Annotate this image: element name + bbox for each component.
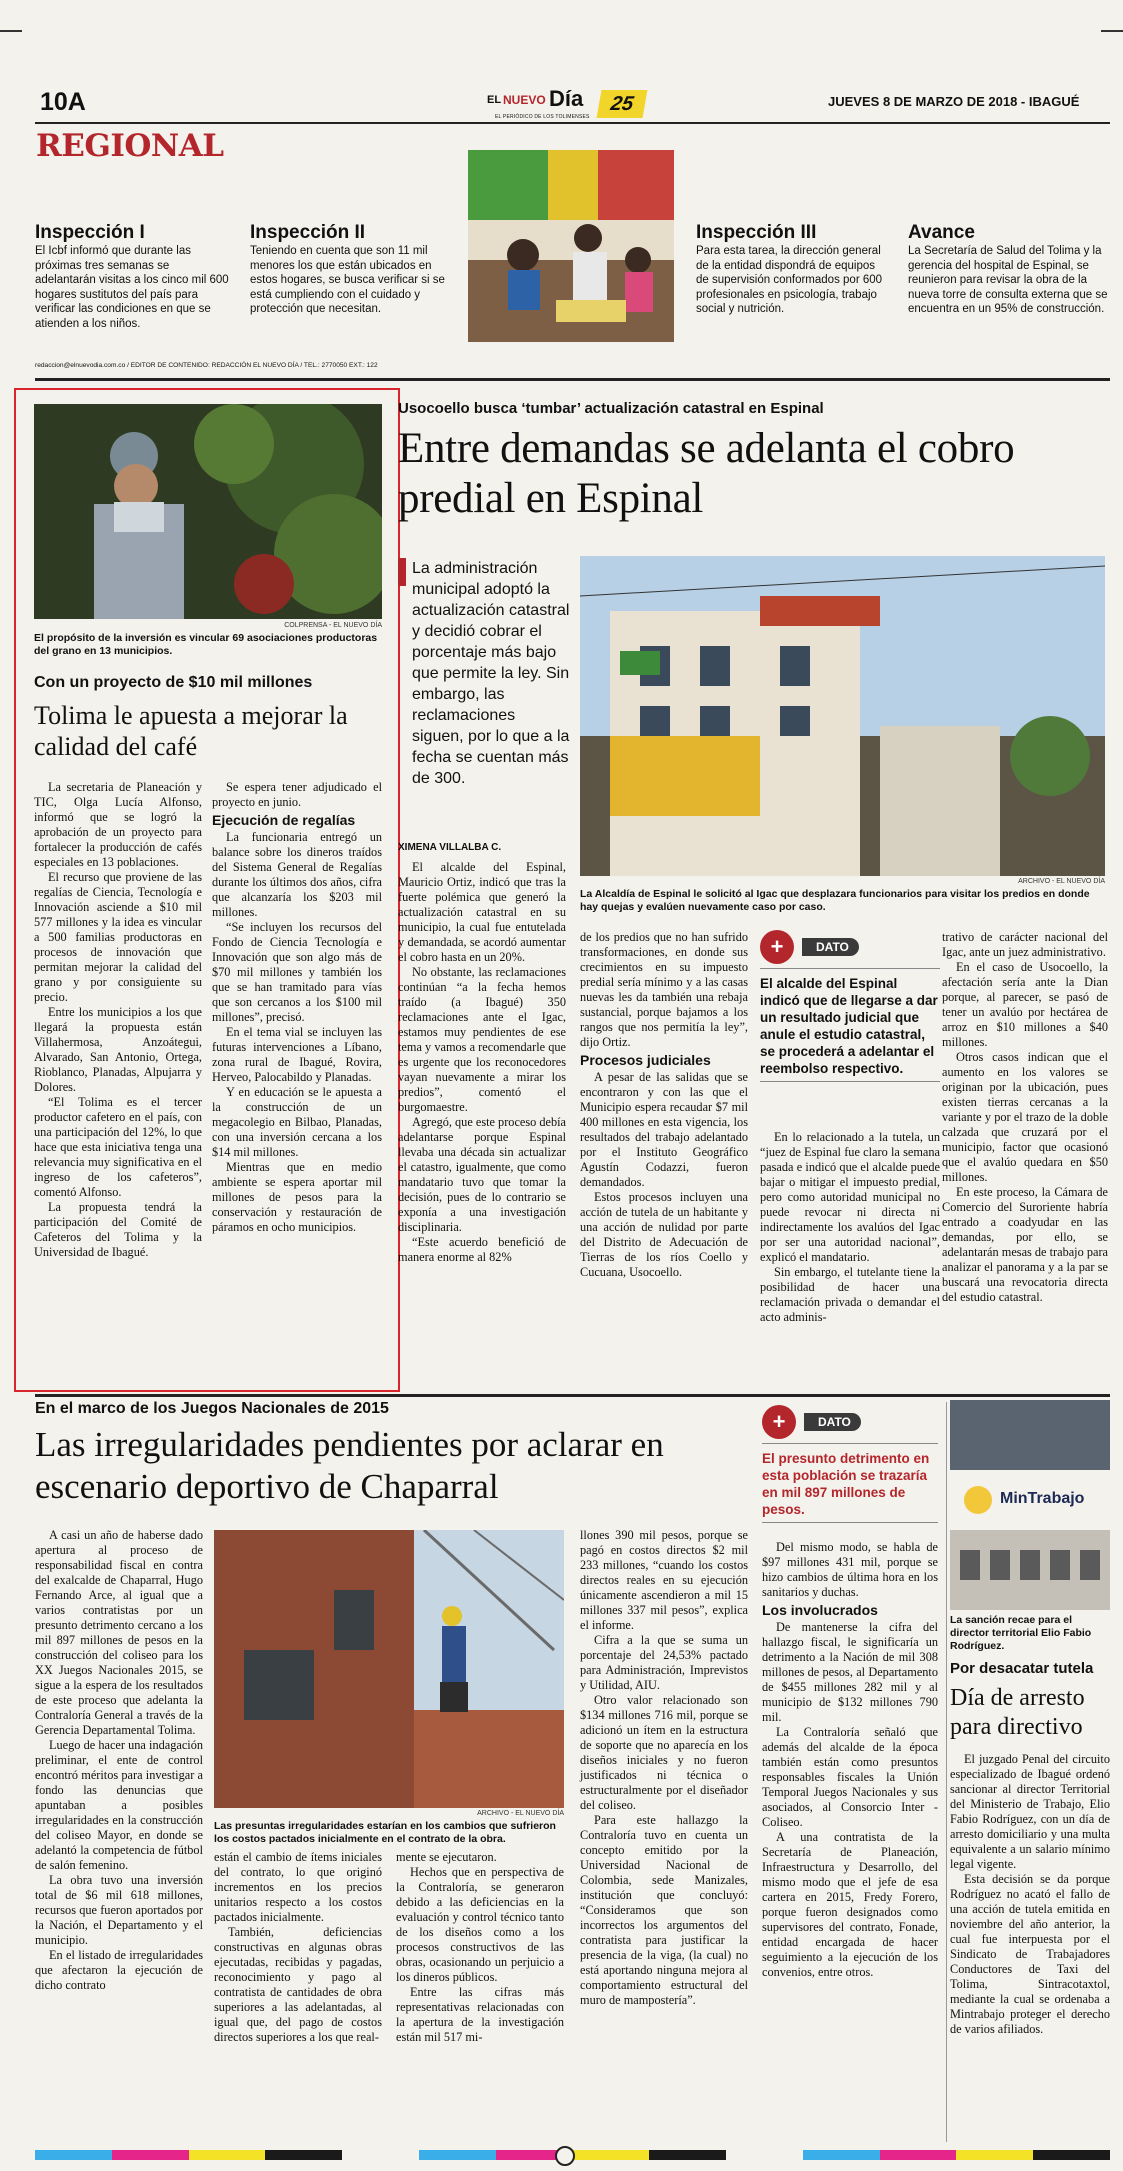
- dato-plus-icon: +: [760, 930, 794, 964]
- briefs-rule: [35, 378, 1110, 381]
- paragraph: Se espera tener adjudicado el proyecto en junio.: [212, 780, 382, 809]
- corner-mark-left: [0, 30, 22, 32]
- chaparral-col-1: [35, 1528, 203, 1993]
- espinal-photo-caption: La Alcaldía de Espinal le solicitó al Igac que desplazara funcionarios para visitar los predios en donde hay quejas y evalúen nuevamente caso por caso.: [580, 888, 1090, 913]
- color-swatch: [880, 2150, 957, 2160]
- paragraph: Mientras que en medio ambiente se espera aportar mil millones de pesos para la conservación y restauración de páramos en ocho municipios.: [212, 1160, 382, 1234]
- mintrabajo-sign: MinTrabajo: [1000, 1490, 1085, 1507]
- paragraph: están el cambio de ítems iniciales del contrato, lo que originó incrementos en los precios unitarios respecto a los costos pactados inicialmente.: [214, 1850, 382, 1924]
- brief-text: La Secretaría de Salud del Tolima y la gerencia del hospital de Espinal, se reunieron para revisar la obra de la nueva torre de consulta externa que se encuentra en un 95% de construcción.: [908, 245, 1108, 315]
- paragraph: La funcionaria entregó un balance sobre los dineros traídos del Sistema General de Regalías durante los últimos dos años, cifra que alcanzaría los $203 mil millones.: [212, 830, 382, 919]
- brief-title: Avance: [908, 222, 975, 243]
- cafe-photo-caption: El propósito de la inversión es vincular 69 asociaciones productoras del grano en 13 municipios.: [34, 632, 378, 657]
- paragraph: Hechos que en perspectiva de la Contraloría, se generaron debido a las deficiencias en la evaluación y control técnico tanto de los diseños como a los procesos constructivos de las obras, ocasionando un perjuicio a los dineros públicos.: [396, 1865, 564, 1984]
- dato-header: [760, 930, 940, 969]
- logo-tagline: EL PERIÓDICO DE LOS TOLIMENSES: [495, 114, 590, 120]
- espinal-photo-credit: ARCHIVO - EL NUEVO DÍA: [1018, 878, 1105, 885]
- paragraph: Y en educación se le apuesta a la construcción de un megacolegio en Bilbao, Planadas, con una inversión cercana a los $14 mil millones.: [212, 1085, 382, 1159]
- page-date: [828, 94, 1079, 109]
- paragraph: En el listado de irregularidades que afectaron la ejecución de dicho contrato: [35, 1948, 203, 1992]
- paragraph: El recurso que proviene de las regalías de Ciencia, Tecnología e Innovación asciende a $10 mil 577 millones y la idea es vincular a 500 familias productoras en procesos de innovación que permitan mejorar la calidad del grano y por consiguiente su precio.: [34, 870, 202, 1004]
- coliseum-photo-credit: ARCHIVO - EL NUEVO DÍA: [477, 1810, 564, 1817]
- espinal-building-photo: [580, 556, 1105, 876]
- paragraph: Sin embargo, el tutelante tiene la posibilidad de hacer una reclamación privada o demandar el acto adminis-: [760, 1265, 940, 1324]
- chaparral-kicker: En el marco de los Juegos Nacionales de 2015: [35, 1400, 389, 1417]
- paragraph: En lo relacionado a la tutela, un “juez de Espinal fue claro la semana pasada e indicó que el alcalde puede bajar o mitigar el impuesto predial, pero como autoridad municipal no puede revocar ni directa ni indirectamente los avalúos del Igac por ser una autoridad nacional”, explicó el mandatario.: [760, 1130, 940, 1264]
- color-swatch: [35, 2150, 112, 2160]
- dato-label: DATO: [804, 1413, 861, 1431]
- chaparral-col-3: [396, 1850, 564, 2045]
- chaparral-col-5: [762, 1540, 938, 1980]
- espinal-byline: XIMENA VILLALBA C.: [398, 842, 502, 853]
- header-rule: [35, 122, 1110, 124]
- paragraph: El juzgado Penal del circuito especializado de Ibagué ordenó sancionar al director Territorial del Ministerio de Trabajo, Elio Fabio Rodríguez, con un día de arresto domiciliario y una multa equivalente a un salario mínimo legal vigente.: [950, 1752, 1110, 1871]
- registration-mark-icon: [555, 2146, 575, 2166]
- mid-rule: [35, 1394, 1110, 1397]
- dato-plus-icon: +: [762, 1405, 796, 1439]
- column-divider: [946, 1402, 947, 2142]
- espinal-lead-marker: [398, 558, 406, 586]
- paragraph: Del mismo modo, se habla de $97 millones 431 mil, porque se hizo cambios de última hora en los sanitarios y duchas.: [762, 1540, 938, 1599]
- paragraph: mente se ejecutaron.: [396, 1850, 497, 1864]
- espinal-lead: La administración municipal adoptó la actualización catastral y decidió cobrar el porcentaje más bajo que permite la ley. Sin embargo, las reclamaciones siguen, por lo que a la fecha se cuentan más de 300.: [412, 560, 570, 787]
- paragraph: Estos procesos incluyen una acción de tutela de un habitante y una acción de nulidad por parte del Distrito de Adecuación de Tierras de los ríos Coello y Cucuana, Usocoello.: [580, 1190, 748, 1279]
- color-swatch: [956, 2150, 1033, 2160]
- page-number: 10A: [40, 88, 86, 116]
- color-swatch: [726, 2150, 803, 2160]
- paragraph: La Contraloría señaló que además del alcalde de la época también están como presuntos responsables fiscales la Unión Temporal Juegos Nacionales y sus asociados, al Consorcio Inter - Coliseo.: [762, 1725, 938, 1829]
- brief-3: [696, 222, 886, 317]
- mintrabajo-kicker: Por desacatar tutela: [950, 1660, 1094, 1677]
- paragraph: “Este acuerdo benefició de manera enorme al 82%: [398, 1235, 566, 1264]
- children-photo: [468, 150, 674, 342]
- cafe-kicker: Con un proyecto de $10 mil millones: [34, 674, 313, 691]
- paragraph: Esta decisión se da porque Rodríguez no acató el fallo de una acción de tutela emitida en noviembre del año anterior, la cual fue interpuesta por el Sindicato de Trabajadores Conductores de Taxi del Tolima, Sintracotaxtol, mediante la cual se ordenaba a Mintrabajo proteger el derecho de varios afiliados.: [950, 1872, 1110, 2036]
- paragraph: Otro valor relacionado son $134 millones 716 mil, porque se adicionó un ítem en la estructura de soporte que no aparecía en los diseños iniciales y no fueron justificados ni técnica o estructuralmente por el diseñador del coliseo.: [580, 1693, 748, 1812]
- cafe-col-1: [34, 780, 202, 1260]
- espinal-building-image: [580, 556, 1105, 876]
- color-swatch: [189, 2150, 266, 2160]
- espinal-col-1: [398, 860, 566, 1265]
- color-swatch: [649, 2150, 726, 2160]
- logo-mid: NUEVO: [503, 93, 546, 107]
- color-swatch: [112, 2150, 189, 2160]
- brief-title: Inspección II: [250, 222, 366, 243]
- mintrabajo-caption: La sanción recae para el director territorial Elio Fabio Rodríguez.: [950, 1614, 1092, 1652]
- espinal-kicker: Usocoello busca ‘tumbar’ actualización catastral en Espinal: [398, 400, 824, 417]
- color-swatch: [803, 2150, 880, 2160]
- logo-suffix: Día: [549, 86, 584, 111]
- paragraph: A pesar de las salidas que se encontraron y con las que el Municipio espera recaudar $7 mil 400 millones en esta vigencia, los resultados del trabajo adelantado por el Instituto Geográfico Agustín Codazzi, fueron demandados.: [580, 1070, 748, 1189]
- paragraph: Otros casos indican que el aumento en los valores se originan por la ubicación, pues existen tierras cercanas a la variante y por el trazo de la doble calzada que cruzará por el municipio, factor que ocasionó que el avalúo quedara en $50 millones.: [942, 1050, 1108, 1184]
- paragraph: A casi un año de haberse dado apertura al proceso de responsabilidad fiscal en contra del exalcalde de Chaparral, Hugo Fernando Arce, al igual que a varios contratistas por un presunto detrimento cercano a los mil 897 millones de pesos en la construcción del coliseo para los XX Juegos Nacionales 2015, se sigue a la espera de los resultados de este proceso que adelanta la Contraloría General a través de la Gerencia Departamental Tolima.: [35, 1528, 203, 1737]
- editorial-credits: redaccion@elnuevodia.com.co / EDITOR DE CONTENIDO: REDACCIÓN EL NUEVO DÍA / TEL.: 2770050 EXT.: 122: [35, 362, 378, 369]
- coliseum-image: [214, 1530, 564, 1808]
- chaparral-col-2: [214, 1850, 382, 2045]
- brief-text: Teniendo en cuenta que son 11 mil menores los que están ubicados en estos hogares, se busca verificar si se está cumpliendo con el cuidado y protección que necesitan.: [250, 245, 445, 315]
- subheading: Procesos judiciales: [580, 1052, 711, 1068]
- paragraph: En el tema vial se incluyen las futuras intervenciones a Líbano, zona rural de Ibagué, Rovira, Herveo, Palocabildo y Planadas.: [212, 1025, 382, 1084]
- mintrabajo-col: [950, 1752, 1110, 2037]
- espinal-dato-box: [760, 930, 940, 1082]
- cafe-headline: Tolima le apuesta a mejorar la calidad del café: [34, 701, 348, 761]
- masthead-logo: [487, 86, 652, 124]
- paragraph: Entre las cifras más representativas relacionadas con la apertura de la investigación están mil 517 mi-: [396, 1985, 564, 2044]
- paragraph: La obra tuvo una inversión total de $6 mil 618 millones, recursos que fueron aportados por la Nación, el Departamento y el municipio.: [35, 1873, 203, 1947]
- paragraph: En el caso de Usocoello, la afectación sería ante la Dian porque, al parecer, se pasó de tener un avalúo por hectárea de arroz en $10 millones a $40 millones.: [942, 960, 1108, 1049]
- paragraph: “Se incluyen los recursos del Fondo de Ciencia Tecnología e Innovación que son algo más de $70 mil millones y también los que se han tramitado para vías que son cercanos a los $100 mil millones”, precisó.: [212, 920, 382, 1024]
- paragraph: No obstante, las reclamaciones continúan “a la fecha hemos traído (a Ibagué) 350 reclamaciones ante el Igac, estamos muy pendientes de ese tema y vamos a recomendarle que es urgente que los reconocedores vayan nuevamente a mirar los predios”, comentó el burgomaestre.: [398, 965, 566, 1114]
- paragraph: Luego de hacer una indagación preliminar, el ente de control encontró méritos para investigar a fondo las denuncias que apuntaban a posibles irregularidades en la construcción del coliseo Mayor, en donde se adelantó la competencia de fútbol de salón femenino.: [35, 1738, 203, 1872]
- espinal-headline: Entre demandas se adelanta el cobro predial en Espinal: [398, 425, 1015, 522]
- brief-text: El Icbf informó que durante las próximas tres semanas se adelantarán visitas a los cinco mil 600 hogares sustitutos del país para verificar las condiciones en que se atienden a los niños.: [35, 245, 229, 330]
- coffee-farmer-photo: [34, 404, 382, 619]
- paragraph: Agregó, que este proceso debía adelantarse porque Espinal llevaba una década sin actualizar el catastro, igualmente, que como mandatario tuvo que tomar la decisión, pues de lo contrario se exponía a una investigación disciplinaria.: [398, 1115, 566, 1234]
- paragraph: La propuesta tendrá la participación del Comité de Cafeteros del Tolima y la Universidad de Ibagué.: [34, 1200, 202, 1259]
- brief-title: Inspección III: [696, 222, 817, 243]
- date-rest: 8 DE MARZO DE 2018 - IBAGUÉ: [882, 94, 1080, 109]
- mintrabajo-headline: Día de arresto para directivo: [950, 1685, 1085, 1740]
- paragraph: En este proceso, la Cámara de Comercio del Suroriente habría entrado a coadyudar en las demandas, por ello, se adelantarán mesas de trabajo para analizar el panorama y a la par se buscará una revocatoria directa del estudio catastral.: [942, 1185, 1108, 1304]
- paragraph: El alcalde del Espinal, Mauricio Ortiz, indicó que tras la fuerte polémica que generó la actualización catastral en su municipio, la cual fue entutelada y demandada, se acordó aumentar el cobro hasta en un 20%.: [398, 860, 566, 964]
- color-swatch: [1033, 2150, 1110, 2160]
- paragraph: de los predios que no han sufrido transformaciones, en donde sus crecimientos en su impuesto predial sería mínimo y a las casas nuevas les da también una rebaja sustancial, porque bajamos a los rangos que nos permitía la ley”, dijo Ortiz.: [580, 930, 748, 1049]
- paragraph: De mantenerse la cifra del hallazgo fiscal, le significaría un detrimento a la Nación de mil 308 millones de pesos, al Departamento de $455 millones 282 mil y al municipio de $132 millones 790 mil.: [762, 1620, 938, 1724]
- color-swatch: [265, 2150, 342, 2160]
- brief-4: [908, 222, 1108, 317]
- brief-text: Para esta tarea, la dirección general de la entidad dispondrá de equipos de supervisión conformados por 600 profesionales en psicología, trabajo social y nutrición.: [696, 245, 883, 315]
- espinal-col-4: [942, 930, 1108, 1305]
- dato-text: El alcalde del Espinal indicó que de llegarse a dar un resultado judicial que anule el estudio catastral, se procederá a adelantar el reembolso respectivo.: [760, 976, 938, 1076]
- paragraph: También, deficiencias constructivas en algunas obras ejecutadas, recibidas y pagadas, reconocimiento y pago al contratista de cantidades de obra superiores a las adelantadas, al igual que, del pago de costos directos superiores a los que real-: [214, 1925, 382, 2044]
- paragraph: Cifra a la que se suma un porcentaje del 24,53% pactado para Administración, Imprevistos y Utilidad, AIU.: [580, 1633, 748, 1692]
- dato-text: El presunto detrimento en esta población se trazaría en mil 897 millones de pesos.: [762, 1451, 930, 1517]
- color-swatch: [419, 2150, 496, 2160]
- color-swatch: [342, 2150, 419, 2160]
- coliseum-photo-caption: Las presuntas irregularidades estarían en los cambios que sufrieron los costos pactados inicialmente en el contrato de la obra.: [214, 1820, 556, 1845]
- paragraph: llones 390 mil pesos, porque se pagó en costos directos $2 mil 233 millones, “cuando los costos directos reales en su ejecución únicamente ascendieron a mil 15 millones 337 mil pesos”, explica el informe.: [580, 1528, 748, 1632]
- paragraph: Para este hallazgo la Contraloría tuvo en cuenta un concepto emitido por la Universidad Nacional de Colombia, sede Manizales, institución que concluyó: “Consideramos que son incorrectos los argumentos del contratista para justificar la presencia de la viga, (la cual) no está aportando ninguna mejora al comportamiento estructural del muro de mampostería”.: [580, 1813, 748, 2007]
- logo-prefix: EL: [487, 94, 502, 106]
- paragraph: trativo de carácter nacional del Igac, ante un juez administrativo.: [942, 930, 1108, 959]
- dato-header: [762, 1405, 938, 1444]
- brief-2: [250, 222, 450, 317]
- section-title: REGIONAL: [36, 128, 224, 164]
- chaparral-dato-box: [762, 1405, 938, 1523]
- anniversary-badge: 25: [597, 90, 648, 118]
- cafe-photo-credit: COLPRENSA - EL NUEVO DÍA: [284, 622, 382, 629]
- subheading: Ejecución de regalías: [212, 812, 356, 828]
- espinal-col-3: [760, 1130, 940, 1325]
- corner-mark-right: [1101, 30, 1123, 32]
- paragraph: A una contratista de la Secretaría de Planeación, Infraestructura y Desarrollo, del mismo modo que el jefe de esa cartera en 2015, Fredy Forero, porque fueron designados como supervisores del contrato, Fonade, entidad encargada de hacer seguimiento a la ejecución de los convenios, entre otros.: [762, 1830, 938, 1979]
- paragraph: “El Tolima es el tercer productor cafetero en el país, con una participación del 12%, lo que hace que esta iniciativa tenga una relevancia muy significativa en el ingreso de los cafeteros”, comentó Alfonso.: [34, 1095, 202, 1199]
- dato-bottom-rule: [760, 1081, 940, 1082]
- color-swatch: [572, 2150, 649, 2160]
- cafe-col-2: [212, 780, 382, 1235]
- chaparral-col-4: [580, 1528, 748, 2008]
- dato-label: DATO: [802, 938, 859, 956]
- espinal-col-2: [580, 930, 748, 1280]
- chaparral-headline: Las irregularidades pendientes por aclarar en escenario deportivo de Chaparral: [35, 1425, 664, 1506]
- date-day: JUEVES: [828, 94, 880, 109]
- subheading: Los involucrados: [762, 1602, 878, 1618]
- coffee-farmer-image: [34, 404, 382, 619]
- coliseum-photo: [214, 1530, 564, 1808]
- brief-title: Inspección I: [35, 222, 145, 243]
- dato-bottom-rule: [762, 1522, 938, 1523]
- children-photo-image: [468, 150, 674, 342]
- paragraph: La secretaria de Planeación y TIC, Olga Lucía Alfonso, informó que se logró la aprobación de un proyecto para fortalecer la producción de cafés especiales en 13 poblaciones.: [34, 780, 202, 869]
- mintrabajo-photo: [950, 1400, 1110, 1610]
- brief-1: [35, 222, 230, 331]
- paragraph: Entre los municipios a los que llegará la propuesta están Villahermosa, Anzoátegui, Alvarado, San Antonio, Ortega, Rioblanco, Planadas, Alpujarra y Dolores.: [34, 1005, 202, 1094]
